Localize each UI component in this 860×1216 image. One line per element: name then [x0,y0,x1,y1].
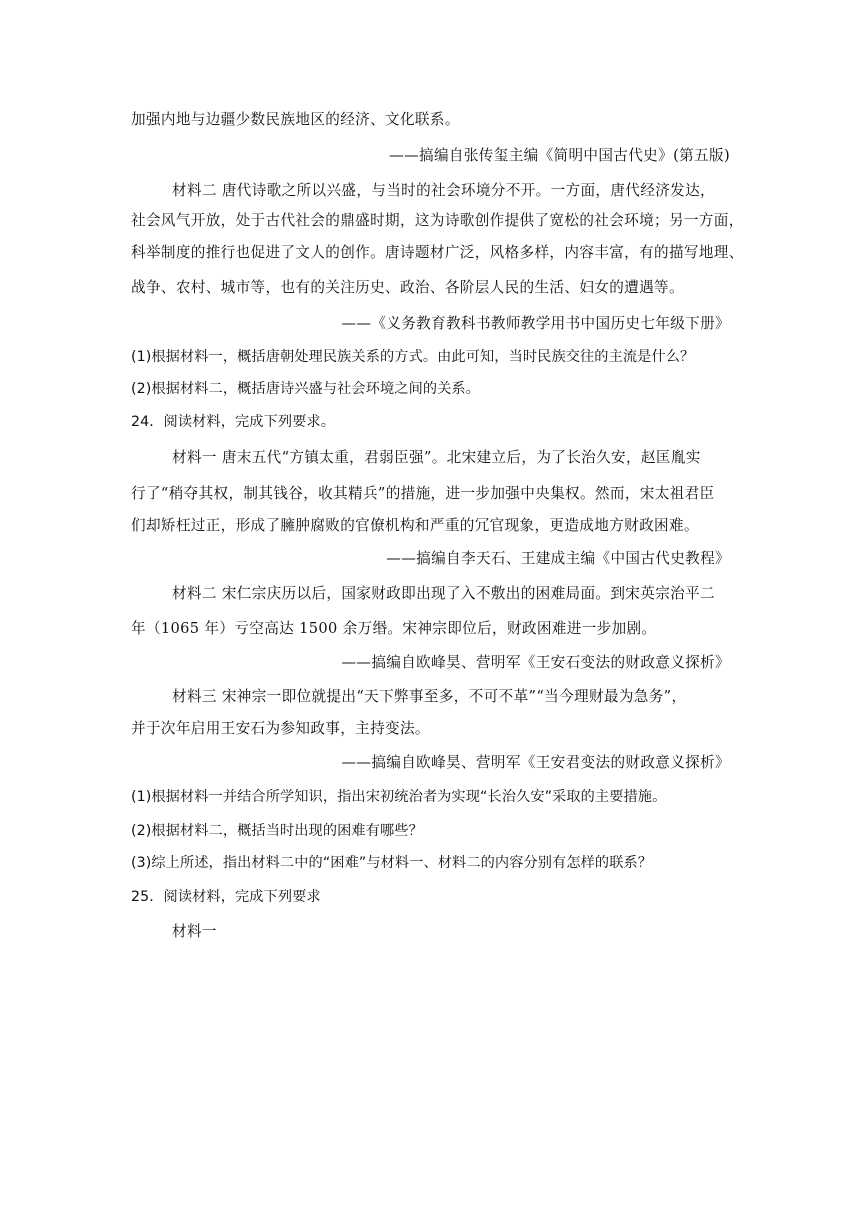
paragraph-line: 们却矫枉过正，形成了臃肿腐败的官僚机构和严重的冗官现象，更造成地方财政困难。 [131,517,699,534]
question-line: (3)综上所述，指出材料二中的“困难”与材料一、材料二的内容分别有怎样的联系？ [131,855,653,871]
source-citation: ——搞编自李天石、王建成主编《中国古代史教程》 [386,550,730,567]
paragraph-line: 行了“稍夺其权，制其钱谷，收其精兵”的措施，进一步加强中央集权。然而，宋太祖君臣 [131,485,715,502]
material-paragraph-line: 材料一 唐末五代“方镇太重，君弱臣强”。北宋建立后，为了长治久安，赵匡胤实 [172,449,701,466]
source-citation: ——《义务教育教科书教师教学用书中国历史七年级下册》 [341,315,730,332]
question-heading: 24．阅读材料，完成下列要求。 [131,414,335,430]
paragraph-line: 并于次年启用王安石为参知政事，主持变法。 [131,720,430,737]
question-line: (2)根据材料二，概括唐诗兴盛与社会环境之间的关系。 [131,381,481,397]
paragraph-line: 战争、农村、城市等，也有的关注历史、政治、各阶层人民的生活、妇女的遭遇等。 [131,279,684,296]
material-paragraph-line: 材料二 宋仁宗庆历以后，国家财政即出现了入不敷出的困难局面。到宋英宗治平二 [172,585,715,602]
paragraph-line: 社会风气开放，处于古代社会的鼎盛时期，这为诗歌创作提供了宽松的社会环境；另一方面， [131,212,744,229]
question-heading: 25．阅读材料，完成下列要求 [131,889,321,905]
question-line: (2)根据材料二，概括当时出现的困难有哪些？ [131,823,423,839]
source-citation: ——搞编自张传玺主编《简明中国古代史》(第五版) [389,147,730,164]
material-paragraph-line: 材料二 唐代诗歌之所以兴盛，与当时的社会环境分不开。一方面，唐代经济发达， [172,182,715,199]
paragraph-line: 加强内地与边疆少数民族地区的经济、文化联系。 [131,111,460,128]
paragraph-line: 科举制度的推行也促进了文人的创作。唐诗题材广泛，风格多样，内容丰富，有的描写地理、 [131,244,744,261]
paragraph-line: 年（1065 年）亏空高达 1500 余万缗。宋神宗即位后，财政困难进一步加剧。 [131,620,657,637]
source-citation: ——搞编自欧峰昊、营明军《王安石变法的财政意义探析》 [341,654,730,671]
material-paragraph-line: 材料三 宋神宗一即位就提出“天下弊事至多，不可不革”“当今理财最为急务”， [172,688,687,705]
question-line: (1)根据材料一并结合所学知识，指出宋初统治者为实现“长治久安”采取的主要措施。 [131,789,667,805]
question-line: (1)根据材料一，概括唐朝处理民族关系的方式。由此可知，当时民族交往的主流是什么？ [131,349,695,365]
source-citation: ——搞编自欧峰昊、营明军《王安君变法的财政意义探析》 [341,754,730,771]
material-label: 材料一 [172,923,217,940]
